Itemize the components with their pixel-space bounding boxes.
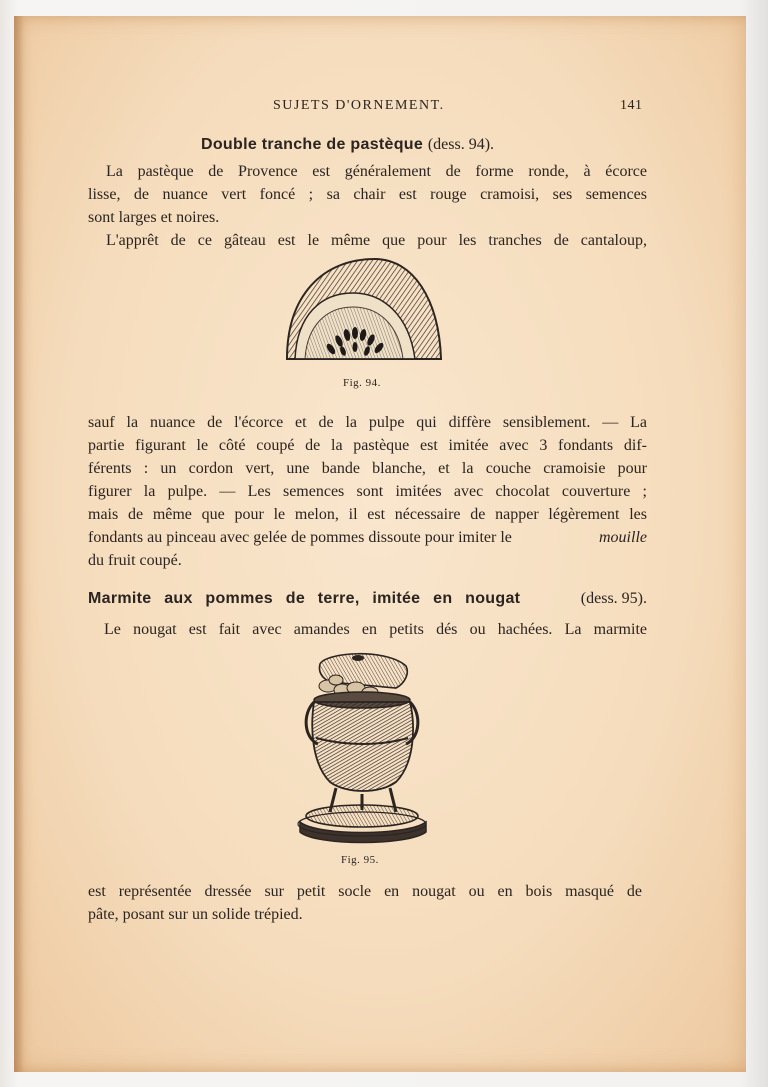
page-number: 141 [620, 98, 643, 113]
watermelon-slice-illustration [283, 255, 443, 365]
paragraph-line: figurer la pulpe. — Les semences sont imitées avec chocolat couverture ; [88, 483, 647, 500]
paragraph-line: sauf la nuance de l'écorce et de la pulpe qui diffère sensiblement. — La [88, 414, 647, 431]
paragraph-line: lisse, de nuance vert foncé ; sa chair est rouge cramoisi, ses semences [88, 186, 647, 203]
paragraph-line: pâte, posant sur un solide trépied. [88, 906, 303, 923]
heading-reference: (dess. 94). [427, 136, 495, 153]
heading-text: Marmite aux pommes de terre, imitée en nougat [88, 590, 521, 607]
cauldron-on-stand-illustration [296, 648, 434, 850]
paragraph-line [88, 527, 647, 549]
heading-text: Double tranche de pastèque [201, 136, 424, 153]
paragraph-line: La pastèque de Provence est généralement de forme ronde, à écorce [106, 163, 647, 180]
page-spine-shadow [14, 16, 24, 1072]
section-heading-watermelon [201, 134, 494, 156]
paragraph-text: fondants au pinceau avec gelée de pommes dissoute pour imiter le [88, 529, 512, 546]
paragraph-line: partie figurant le côté coupé de la pastèque est imitée avec 3 fondants dif- [88, 437, 647, 454]
paragraph-line: sont larges et noires. [88, 209, 220, 226]
italic-word: mouille [599, 529, 647, 546]
paragraph-line: du fruit coupé. [88, 552, 182, 569]
running-title: SUJETS D'ORNEMENT. [273, 98, 445, 113]
figure-caption-94: Fig. 94. [343, 377, 381, 389]
paragraph-line: mais de même que pour le melon, il est nécessaire de napper légèrement les [88, 506, 647, 523]
paragraph-line: Le nougat est fait avec amandes en petits dés ou hachées. La marmite [104, 621, 647, 638]
paragraph-line: L'apprêt de ce gâteau est le même que pour les tranches de cantaloup, [106, 232, 647, 249]
figure-caption-95: Fig. 95. [341, 854, 379, 866]
heading-reference: (dess. 95). [580, 590, 647, 607]
paragraph-line: férents : un cordon vert, une bande blanche, et la couche cramoisie pour [88, 460, 647, 477]
section-heading-marmite [88, 588, 647, 610]
paragraph-line: est représentée dressée sur petit socle en nougat ou en bois masqué de [88, 883, 642, 900]
